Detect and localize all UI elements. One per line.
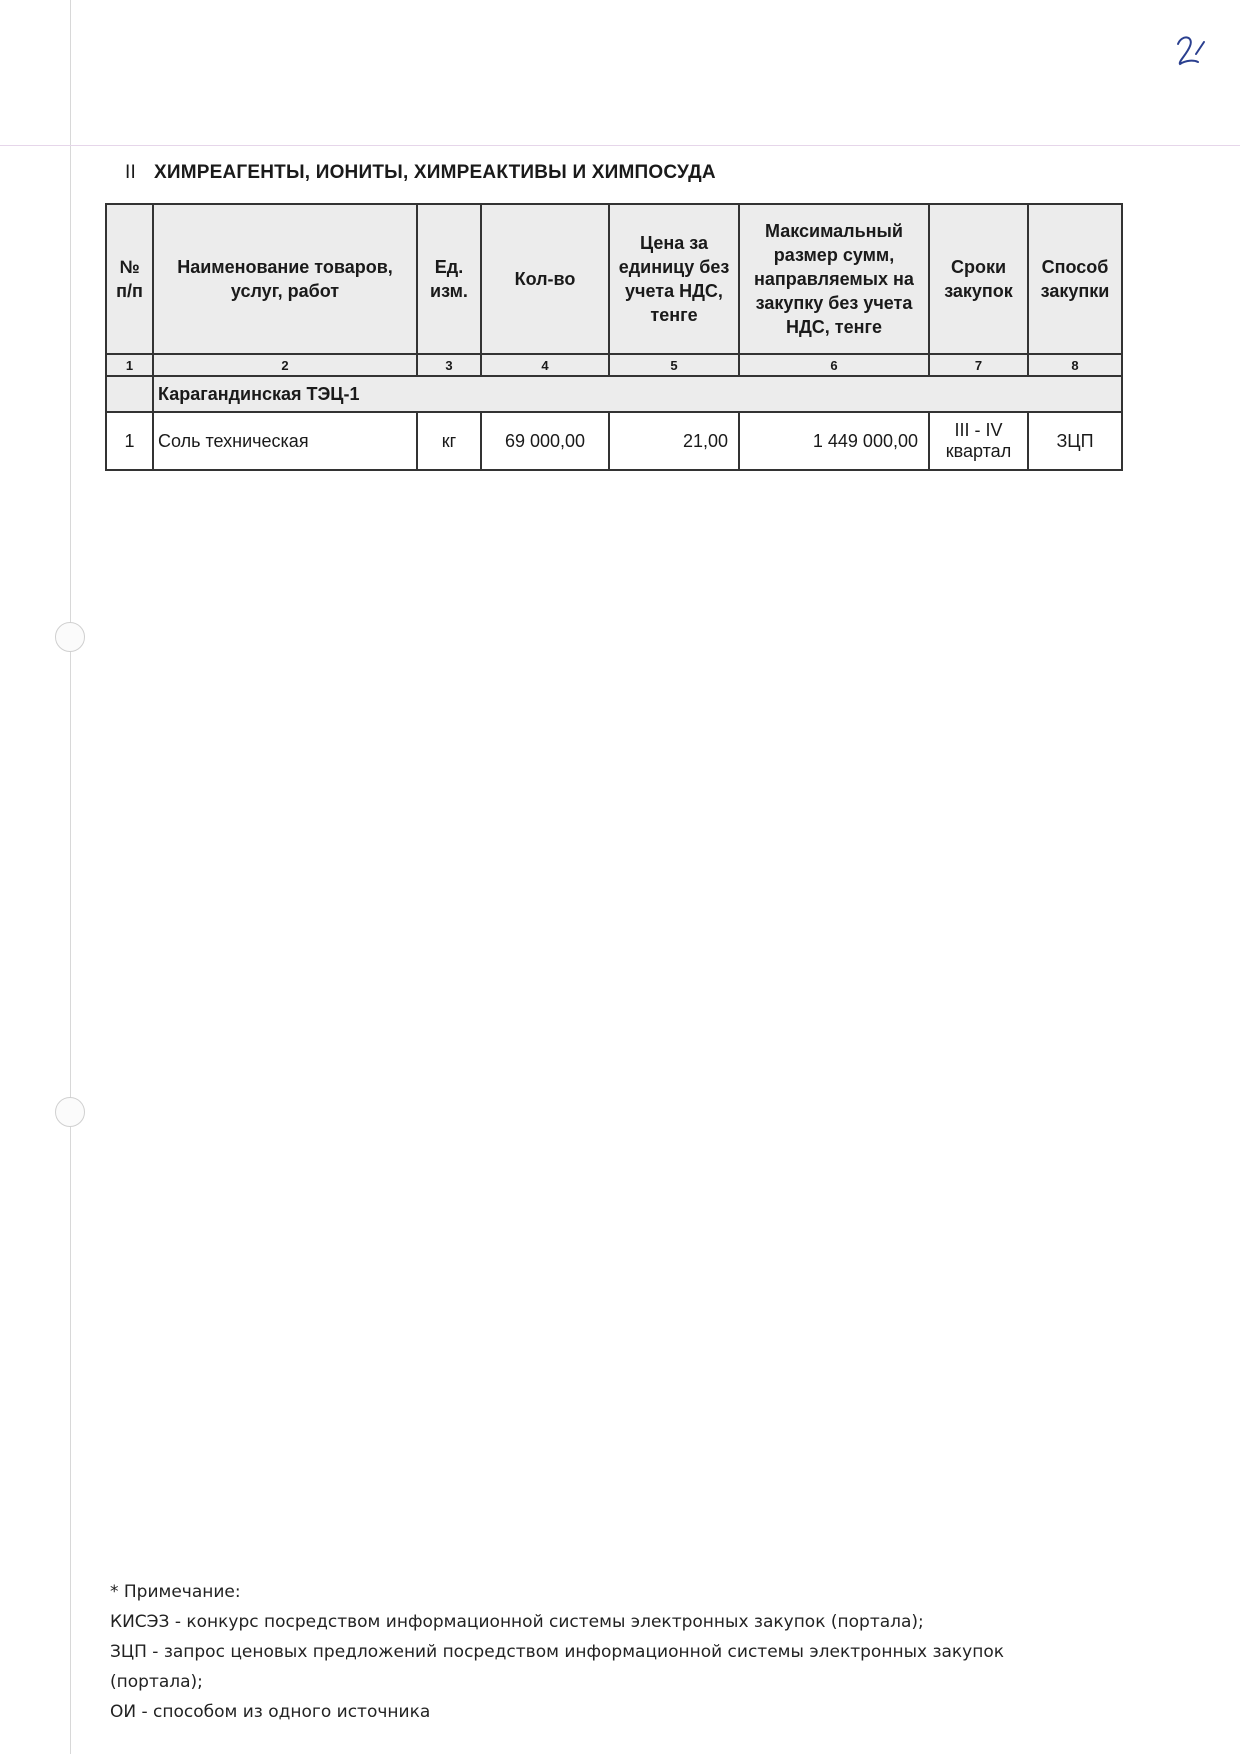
row-unit-price: 21,00 [609, 412, 739, 470]
group-row [106, 376, 1122, 412]
table-row [106, 412, 1122, 470]
page-fold-line [0, 145, 1240, 146]
group-title: Карагандинская ТЭЦ-1 [153, 376, 1122, 412]
header-period: Сроки закупок [929, 204, 1028, 354]
page-margin-line [70, 0, 71, 1754]
column-number: 7 [929, 354, 1028, 376]
punch-hole [55, 1097, 85, 1127]
handwritten-page-mark [1170, 30, 1210, 70]
header-max-amount: Максимальный размер сумм, направляемых на закупку без учета НДС, тенге [739, 204, 929, 354]
footnote-title: * Примечание: [110, 1582, 241, 1602]
footnote-line: ОИ - способом из одного источника [110, 1702, 431, 1722]
row-name: Соль техническая [153, 412, 417, 470]
column-number: 3 [417, 354, 481, 376]
section-heading: ХИМРЕАГЕНТЫ, ИОНИТЫ, ХИМРЕАКТИВЫ И ХИМПОСУДА [153, 162, 716, 183]
column-number: 4 [481, 354, 609, 376]
row-method: ЗЦП [1028, 412, 1122, 470]
column-number: 6 [739, 354, 929, 376]
row-unit: кг [417, 412, 481, 470]
header-quantity: Кол-во [481, 204, 609, 354]
column-number: 5 [609, 354, 739, 376]
punch-hole [55, 622, 85, 652]
row-max-amount: 1 449 000,00 [739, 412, 929, 470]
header-method: Способ закупки [1028, 204, 1122, 354]
footnote-line: ЗЦП - запрос ценовых предложений посредством информационной системы электронных закупок (портала); [110, 1642, 1005, 1692]
column-number-row [106, 354, 1122, 376]
procurement-table [105, 203, 1123, 471]
row-number: 1 [106, 412, 153, 470]
row-quantity: 69 000,00 [481, 412, 609, 470]
section-title [125, 162, 716, 184]
table-header-row [106, 204, 1122, 354]
footnote [110, 1577, 1070, 1727]
footnote-line: КИСЭЗ - конкурс посредством информационной системы электронных закупок (портала); [110, 1612, 924, 1632]
column-number: 1 [106, 354, 153, 376]
header-unit: Ед. изм. [417, 204, 481, 354]
header-unit-price: Цена за единицу без учета НДС, тенге [609, 204, 739, 354]
row-period: III - IV квартал [929, 412, 1028, 470]
header-number: № п/п [106, 204, 153, 354]
group-spacer [106, 376, 153, 412]
column-number: 8 [1028, 354, 1122, 376]
section-number: II [125, 162, 136, 183]
column-number: 2 [153, 354, 417, 376]
header-name: Наименование товаров, услуг, работ [153, 204, 417, 354]
